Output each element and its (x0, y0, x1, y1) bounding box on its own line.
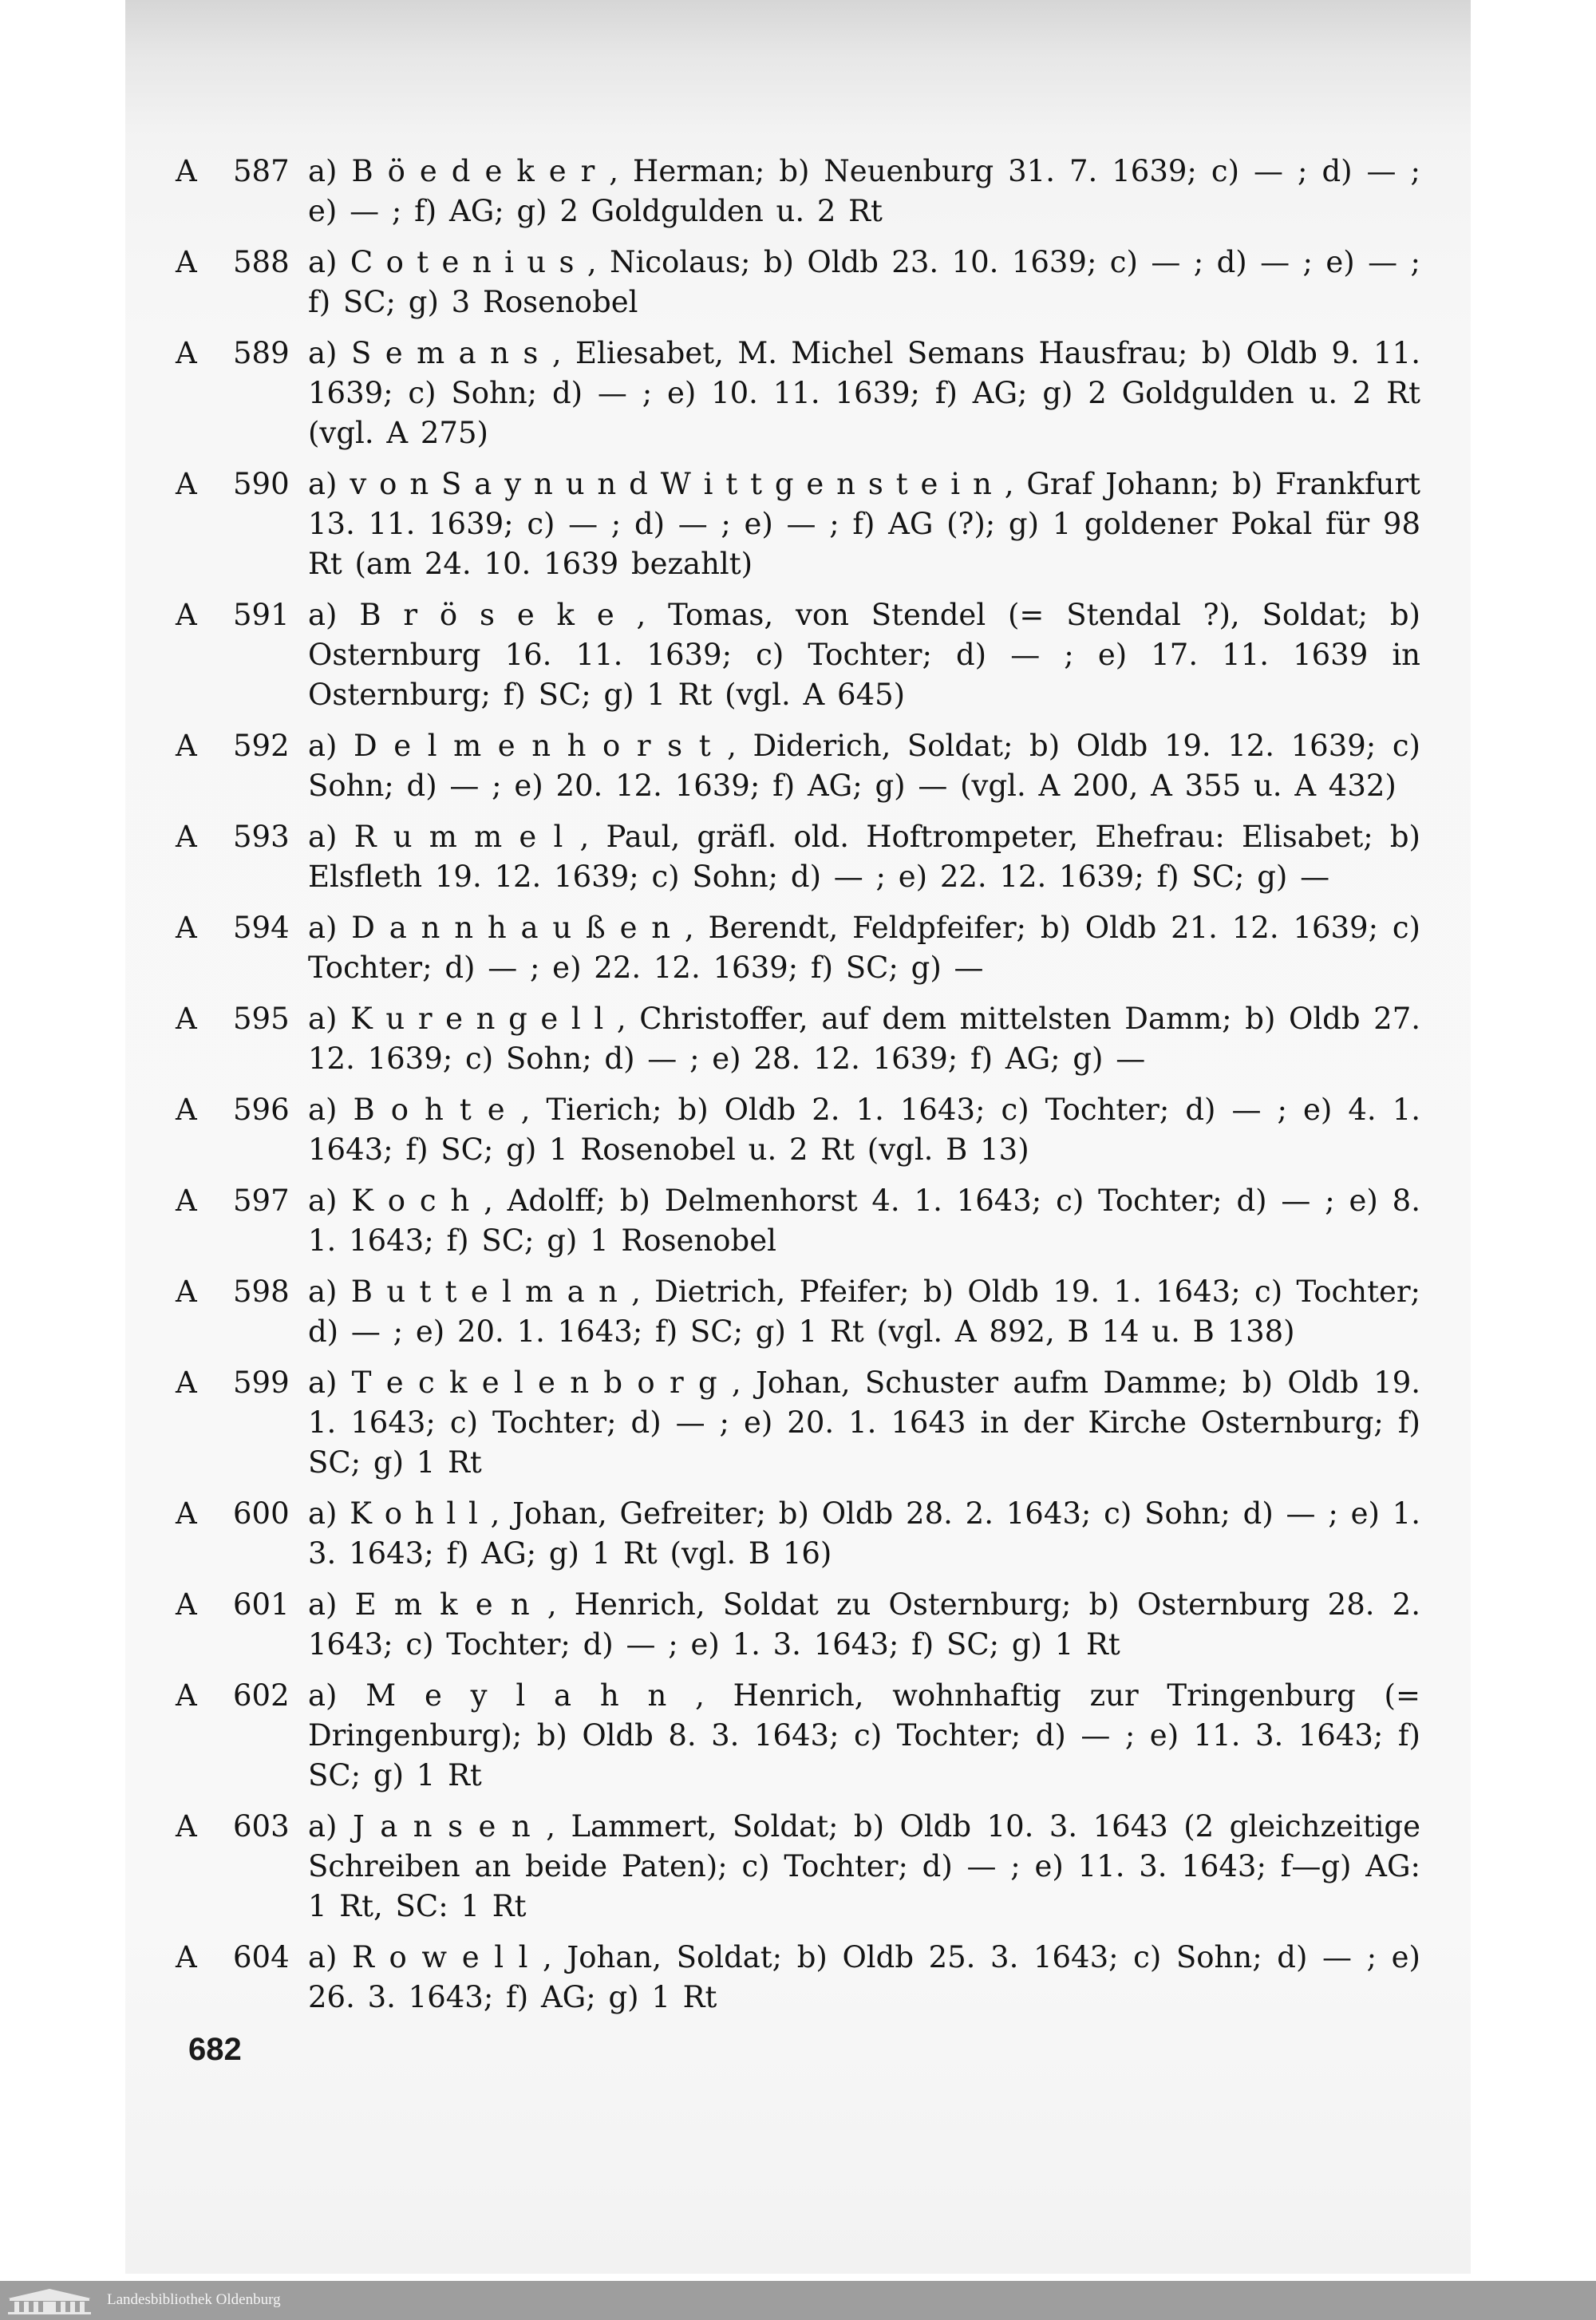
entry-series-letter: A (176, 598, 197, 632)
entry (176, 908, 1420, 988)
entry-text: a) B o h t e , Tierich; b) Oldb 2. 1. 1643; c) Tochter; d) — ; e) 4. 1. 1643; f) SC; g) 1 Rosenobel u. 2 Rt (vgl. B 13) (308, 1093, 1420, 1167)
entry-number: 599 (233, 1366, 290, 1400)
entry (176, 726, 1420, 806)
entry-series-letter: A (176, 1275, 197, 1309)
entry-number: 595 (233, 1002, 290, 1036)
entry (176, 243, 1420, 322)
entry-series-letter: A (176, 1093, 197, 1127)
entry-number: 600 (233, 1496, 290, 1531)
entry-text: a) T e c k e l e n b o r g , Johan, Schuster aufm Damme; b) Oldb 19. 1. 1643; c) Tochter; d) — ; e) 20. 1. 1643 in der Kirche Osternburg; f) SC; g) 1 Rt (308, 1366, 1420, 1480)
entry-series-letter: A (176, 1678, 197, 1713)
entry-number: 603 (233, 1809, 290, 1844)
entry-number: 587 (233, 154, 290, 188)
entry-text: a) C o t e n i u s , Nicolaus; b) Oldb 23. 10. 1639; c) — ; d) — ; e) — ; f) SC; g) 3 Rosenobel (308, 245, 1420, 319)
entry (176, 1807, 1420, 1927)
entry-series-letter: A (176, 1496, 197, 1531)
entry-number: 594 (233, 911, 290, 945)
entry-text: a) E m k e n , Henrich, Soldat zu Osternburg; b) Osternburg 28. 2. 1643; c) Tochter; d) — ; e) 1. 3. 1643; f) SC; g) 1 Rt (308, 1587, 1420, 1662)
entry (176, 334, 1420, 453)
entry (176, 1676, 1420, 1796)
entry-series-letter: A (176, 1184, 197, 1218)
entry-number: 591 (233, 598, 290, 632)
entry (176, 1363, 1420, 1483)
entry-text: a) K u r e n g e l l , Christoffer, auf dem mittelsten Damm; b) Oldb 27. 12. 1639; c) Sohn; d) — ; e) 28. 12. 1639; f) AG; g) — (308, 1002, 1420, 1076)
footer-bar (0, 2281, 1596, 2320)
entry-series-letter: A (176, 336, 197, 370)
entry (176, 999, 1420, 1079)
entry (176, 1585, 1420, 1665)
entry-text: a) B r ö s e k e , Tomas, von Stendel (= Stendal ?), Soldat; b) Osternburg 16. 11. 1639; c) Tochter; d) — ; e) 17. 11. 1639 in Osternburg; f) SC; g) 1 Rt (vgl. A 645) (308, 598, 1420, 712)
entry-series-letter: A (176, 729, 197, 763)
entry-text: a) S e m a n s , Eliesabet, M. Michel Semans Hausfrau; b) Oldb 9. 11. 1639; c) Sohn; d) — ; e) 10. 11. 1639; f) AG; g) 2 Goldgulden u. 2 Rt (vgl. A 275) (308, 336, 1420, 450)
entry-number: 593 (233, 820, 290, 854)
entry-number: 598 (233, 1275, 290, 1309)
entry-number: 596 (233, 1093, 290, 1127)
entry-text: a) M e y l a h n , Henrich, wohnhaftig zur Tringenburg (= Dringenburg); b) Oldb 8. 3. 1643; c) Tochter; d) — ; e) 11. 3. 1643; f) SC; g) 1 Rt (308, 1678, 1420, 1792)
page-number: 682 (188, 2032, 242, 2067)
entry-series-letter: A (176, 467, 197, 501)
entry-number: 590 (233, 467, 290, 501)
entry-series-letter: A (176, 1940, 197, 1974)
entry-series-letter: A (176, 1366, 197, 1400)
entry-text: a) v o n S a y n u n d W i t t g e n s t e i n , Graf Johann; b) Frankfurt 13. 11. 1639; c) — ; d) — ; e) — ; f) AG (?); g) 1 goldener Pokal für 98 Rt (am 24. 10. 1639 bezahlt) (308, 467, 1420, 581)
entry-text: a) B u t t e l m a n , Dietrich, Pfeifer; b) Oldb 19. 1. 1643; c) Tochter; d) — ; e) 20. 1. 1643; f) SC; g) 1 Rt (vgl. A 892, B 14 u. B 138) (308, 1275, 1420, 1349)
entry-number: 601 (233, 1587, 290, 1622)
entry-text: a) K o h l l , Johan, Gefreiter; b) Oldb 28. 2. 1643; c) Sohn; d) — ; e) 1. 3. 1643; f) AG; g) 1 Rt (vgl. B 16) (308, 1496, 1420, 1571)
entry-text: a) R o w e l l , Johan, Soldat; b) Oldb 25. 3. 1643; c) Sohn; d) — ; e) 26. 3. 1643; f) AG; g) 1 Rt (308, 1940, 1420, 2014)
entry (176, 817, 1420, 897)
entry (176, 464, 1420, 584)
entry-series-letter: A (176, 820, 197, 854)
entry-number: 602 (233, 1678, 290, 1713)
entry-text: a) D e l m e n h o r s t , Diderich, Soldat; b) Oldb 19. 12. 1639; c) Sohn; d) — ; e) 20. 12. 1639; f) AG; g) — (vgl. A 200, A 355 u. A 432) (308, 729, 1420, 803)
entry-number: 588 (233, 245, 290, 279)
entry-number: 592 (233, 729, 290, 763)
entry-text: a) K o c h , Adolff; b) Delmenhorst 4. 1. 1643; c) Tochter; d) — ; e) 8. 1. 1643; f) SC; g) 1 Rosenobel (308, 1184, 1420, 1258)
entry (176, 1938, 1420, 2018)
entry-text: a) D a n n h a u ß e n , Berendt, Feldpfeifer; b) Oldb 21. 12. 1639; c) Tochter; d) — ; e) 22. 12. 1639; f) SC; g) — (308, 911, 1420, 985)
entry (176, 1272, 1420, 1352)
entry (176, 1494, 1420, 1574)
entry-list (176, 152, 1420, 2029)
entry-series-letter: A (176, 1587, 197, 1622)
entry-series-letter: A (176, 911, 197, 945)
entry-series-letter: A (176, 1809, 197, 1844)
entry-number: 589 (233, 336, 290, 370)
entry (176, 595, 1420, 715)
entry-series-letter: A (176, 245, 197, 279)
entry (176, 1090, 1420, 1170)
entry-series-letter: A (176, 1002, 197, 1036)
entry-number: 604 (233, 1940, 290, 1974)
entry-text: a) R u m m e l , Paul, gräfl. old. Hoftrompeter, Ehefrau: Elisabet; b) Elsfleth 19. 12. 1639; c) Sohn; d) — ; e) 22. 12. 1639; f) SC; g) — (308, 820, 1420, 894)
entry-text: a) J a n s e n , Lammert, Soldat; b) Oldb 10. 3. 1643 (2 gleichzeitige Schreiben an beide Paten); c) Tochter; d) — ; e) 11. 3. 1643; f—g) AG: 1 Rt, SC: 1 Rt (308, 1809, 1420, 1923)
library-building-icon (5, 2287, 94, 2314)
entry-series-letter: A (176, 154, 197, 188)
entry-number: 597 (233, 1184, 290, 1218)
library-name: Landesbibliothek Oldenburg (107, 2291, 281, 2308)
entry (176, 152, 1420, 231)
entry (176, 1181, 1420, 1261)
entry-text: a) B ö e d e k e r , Herman; b) Neuenburg 31. 7. 1639; c) — ; d) — ; e) — ; f) AG; g) 2 Goldgulden u. 2 Rt (308, 154, 1420, 228)
scan-margin-left (0, 0, 125, 2274)
